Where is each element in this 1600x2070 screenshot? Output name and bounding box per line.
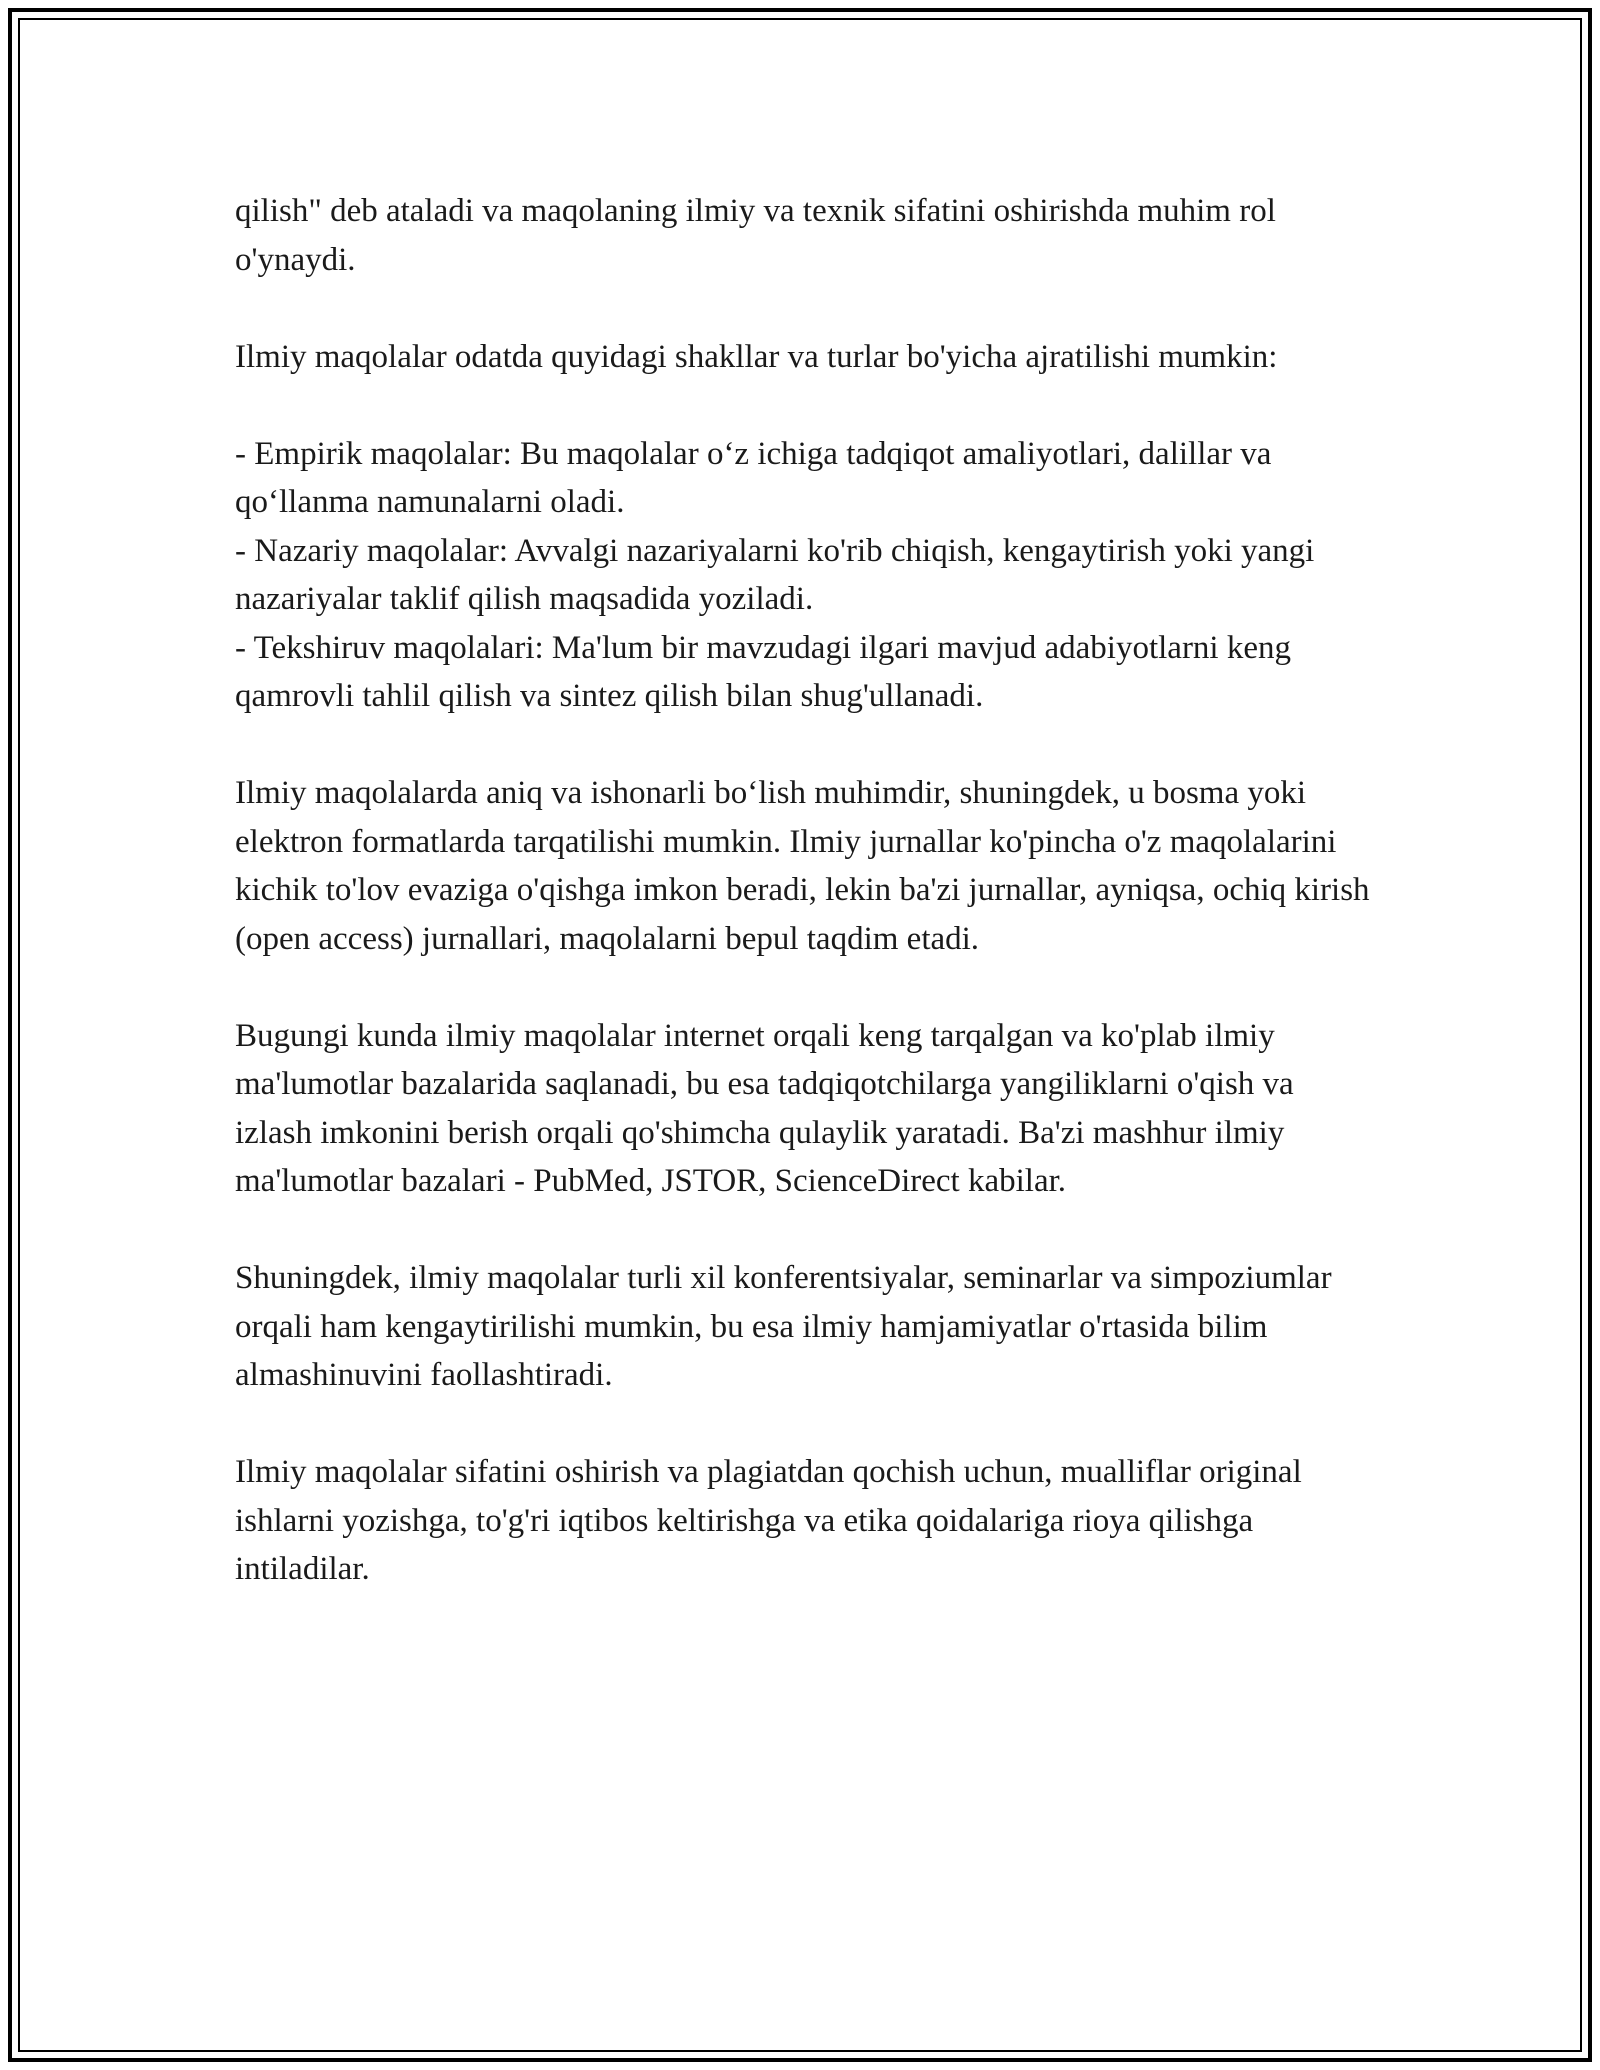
- paragraph-article-types-intro: Ilmiy maqolalar odatda quyidagi shakllar va turlar bo'yicha ajratilishi mumkin:: [235, 338, 1278, 375]
- list-item-empirical: - Empirik maqolalar: Bu maqolalar o‘z ichiga tadqiqot amaliyotlari, dalillar va qo‘llanma namunalarni oladi.: [235, 435, 1272, 520]
- list-item-review: - Tekshiruv maqolalari: Ma'lum bir mavzudagi ilgari mavjud adabiyotlarni keng qamrovli tahlil qilish va sintez qilish bilan shug'ullanadi.: [235, 629, 1291, 714]
- paragraph-databases: Bugungi kunda ilmiy maqolalar internet orqali keng tarqalgan va ko'plab ilmiy ma'lumotlar bazalarida saqlanadi, bu esa tadqiqotchilarga yangiliklarni o'qish va izlash imkonini berish orqali qo'shimcha qulaylik yaratadi. Ba'zi mashhur ilmiy ma'lumotlar bazalari - PubMed, JSTOR, ScienceDirect kabilar.: [235, 1017, 1294, 1199]
- paragraph-conferences: Shuningdek, ilmiy maqolalar turli xil konferentsiyalar, seminarlar va simpoziumlar orqali ham kengaytirilishi mumkin, bu esa ilmiy hamjamiyatlar o'rtasida bilim almashinuvini faollashtiradi.: [235, 1260, 1332, 1393]
- list-item-theoretical: - Nazariy maqolalar: Avvalgi nazariyalarni ko'rib chiqish, kengaytirish yoki yangi nazariyalar taklif qilish maqsadida yoziladi.: [235, 532, 1315, 617]
- paragraph-continuation: qilish" deb ataladi va maqolaning ilmiy va texnik sifatini oshirishda muhim rol o'ynaydi.: [235, 193, 1276, 278]
- paragraph-quality-plagiarism: Ilmiy maqolalar sifatini oshirish va plagiatdan qochish uchun, mualliflar original ishlarni yozishga, to'g'ri iqtibos keltirishga va etika qoidalariga rioya qilishga intiladilar.: [235, 1454, 1302, 1587]
- document-body: [235, 187, 1375, 1642]
- paragraph-accuracy-distribution: Ilmiy maqolalarda aniq va ishonarli bo‘lish muhimdir, shuningdek, u bosma yoki elektron formatlarda tarqatilishi mumkin. Ilmiy jurnallar ko'pincha o'z maqolalarini kichik to'lov evaziga o'qishga imkon beradi, lekin ba'zi jurnallar, ayniqsa, ochiq kirish (open access) jurnallari, maqolalarni bepul taqdim etadi.: [235, 775, 1370, 957]
- article-types-list: [235, 430, 1375, 721]
